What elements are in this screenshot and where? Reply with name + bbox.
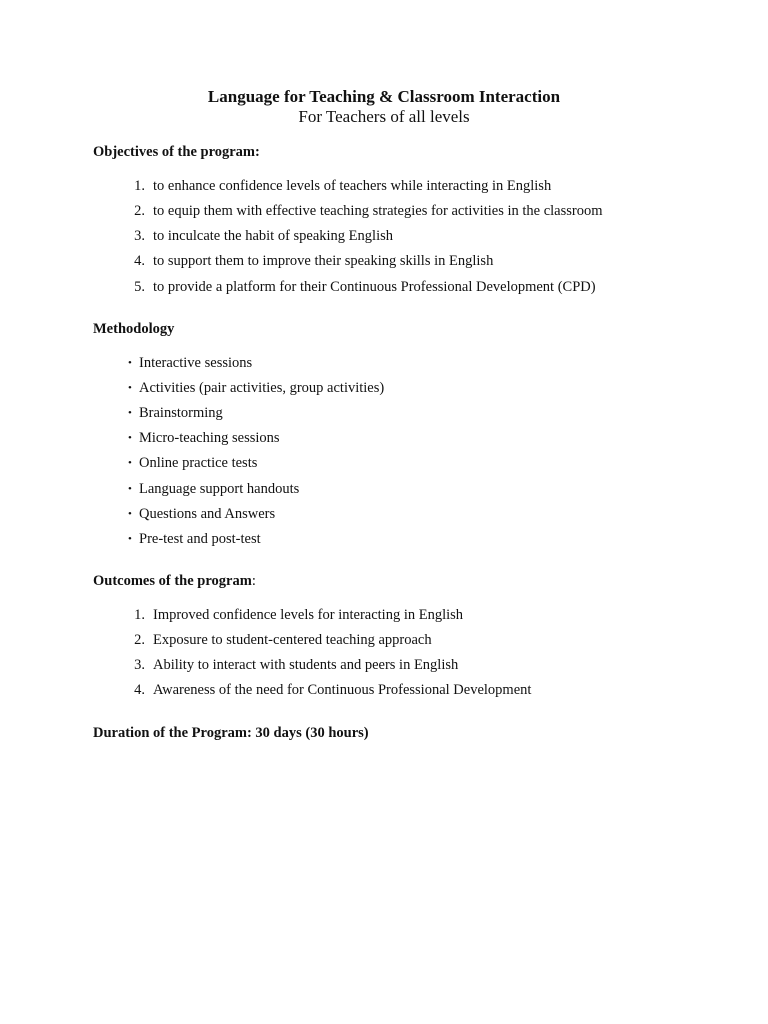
outcome-number: 3. — [134, 657, 145, 673]
outcome-text: Ability to interact with students and peers in English — [153, 657, 459, 673]
outcome-number: 2. — [134, 632, 145, 648]
methodology-text: Questions and Answers — [139, 506, 276, 522]
bullet-icon: • — [128, 432, 132, 444]
outcomes-heading — [93, 572, 256, 590]
outcome-number: 4. — [134, 682, 145, 698]
duration-line: Duration of the Program: 30 days (30 hours) — [93, 725, 369, 741]
bullet-icon: • — [128, 407, 132, 419]
objective-text: to support them to improve their speaking skills in English — [153, 253, 494, 269]
objectives-heading: Objectives of the program: — [93, 144, 260, 160]
outcome-text: Exposure to student-centered teaching approach — [153, 632, 432, 648]
bullet-icon: • — [128, 483, 132, 495]
methodology-text: Micro-teaching sessions — [139, 430, 280, 446]
methodology-text: Pre-test and post-test — [139, 531, 261, 547]
bullet-icon: • — [128, 382, 132, 394]
methodology-text: Online practice tests — [139, 455, 258, 471]
bullet-icon: • — [128, 357, 132, 369]
outcome-number: 1. — [134, 607, 145, 623]
methodology-text: Language support handouts — [139, 481, 300, 497]
outcome-text: Awareness of the need for Continuous Professional Development — [153, 682, 532, 698]
bullet-icon: • — [128, 457, 132, 469]
objective-text: to provide a platform for their Continuous Professional Development (CPD) — [153, 279, 596, 295]
bullet-icon: • — [128, 508, 132, 520]
bullet-icon: • — [128, 533, 132, 545]
objective-number: 1. — [134, 178, 145, 194]
objective-number: 4. — [134, 253, 145, 269]
objective-text: to enhance confidence levels of teachers while interacting in English — [153, 178, 552, 194]
outcomes-heading-colon: : — [251, 573, 256, 589]
outcomes-heading-text: Outcomes of the program — [93, 573, 252, 589]
document-subtitle: For Teachers of all levels — [298, 107, 470, 126]
methodology-heading: Methodology — [93, 321, 175, 337]
objective-text: to equip them with effective teaching strategies for activities in the classroom — [153, 203, 603, 219]
objective-number: 5. — [134, 279, 145, 295]
objective-number: 2. — [134, 203, 145, 219]
objective-text: to inculcate the habit of speaking English — [153, 228, 393, 244]
document-title: Language for Teaching & Classroom Interaction — [207, 87, 561, 106]
methodology-text: Brainstorming — [139, 405, 223, 421]
methodology-text: Interactive sessions — [139, 355, 253, 371]
objective-number: 3. — [134, 228, 145, 244]
methodology-text: Activities (pair activities, group activities) — [139, 380, 385, 396]
outcome-text: Improved confidence levels for interacting in English — [153, 607, 464, 623]
